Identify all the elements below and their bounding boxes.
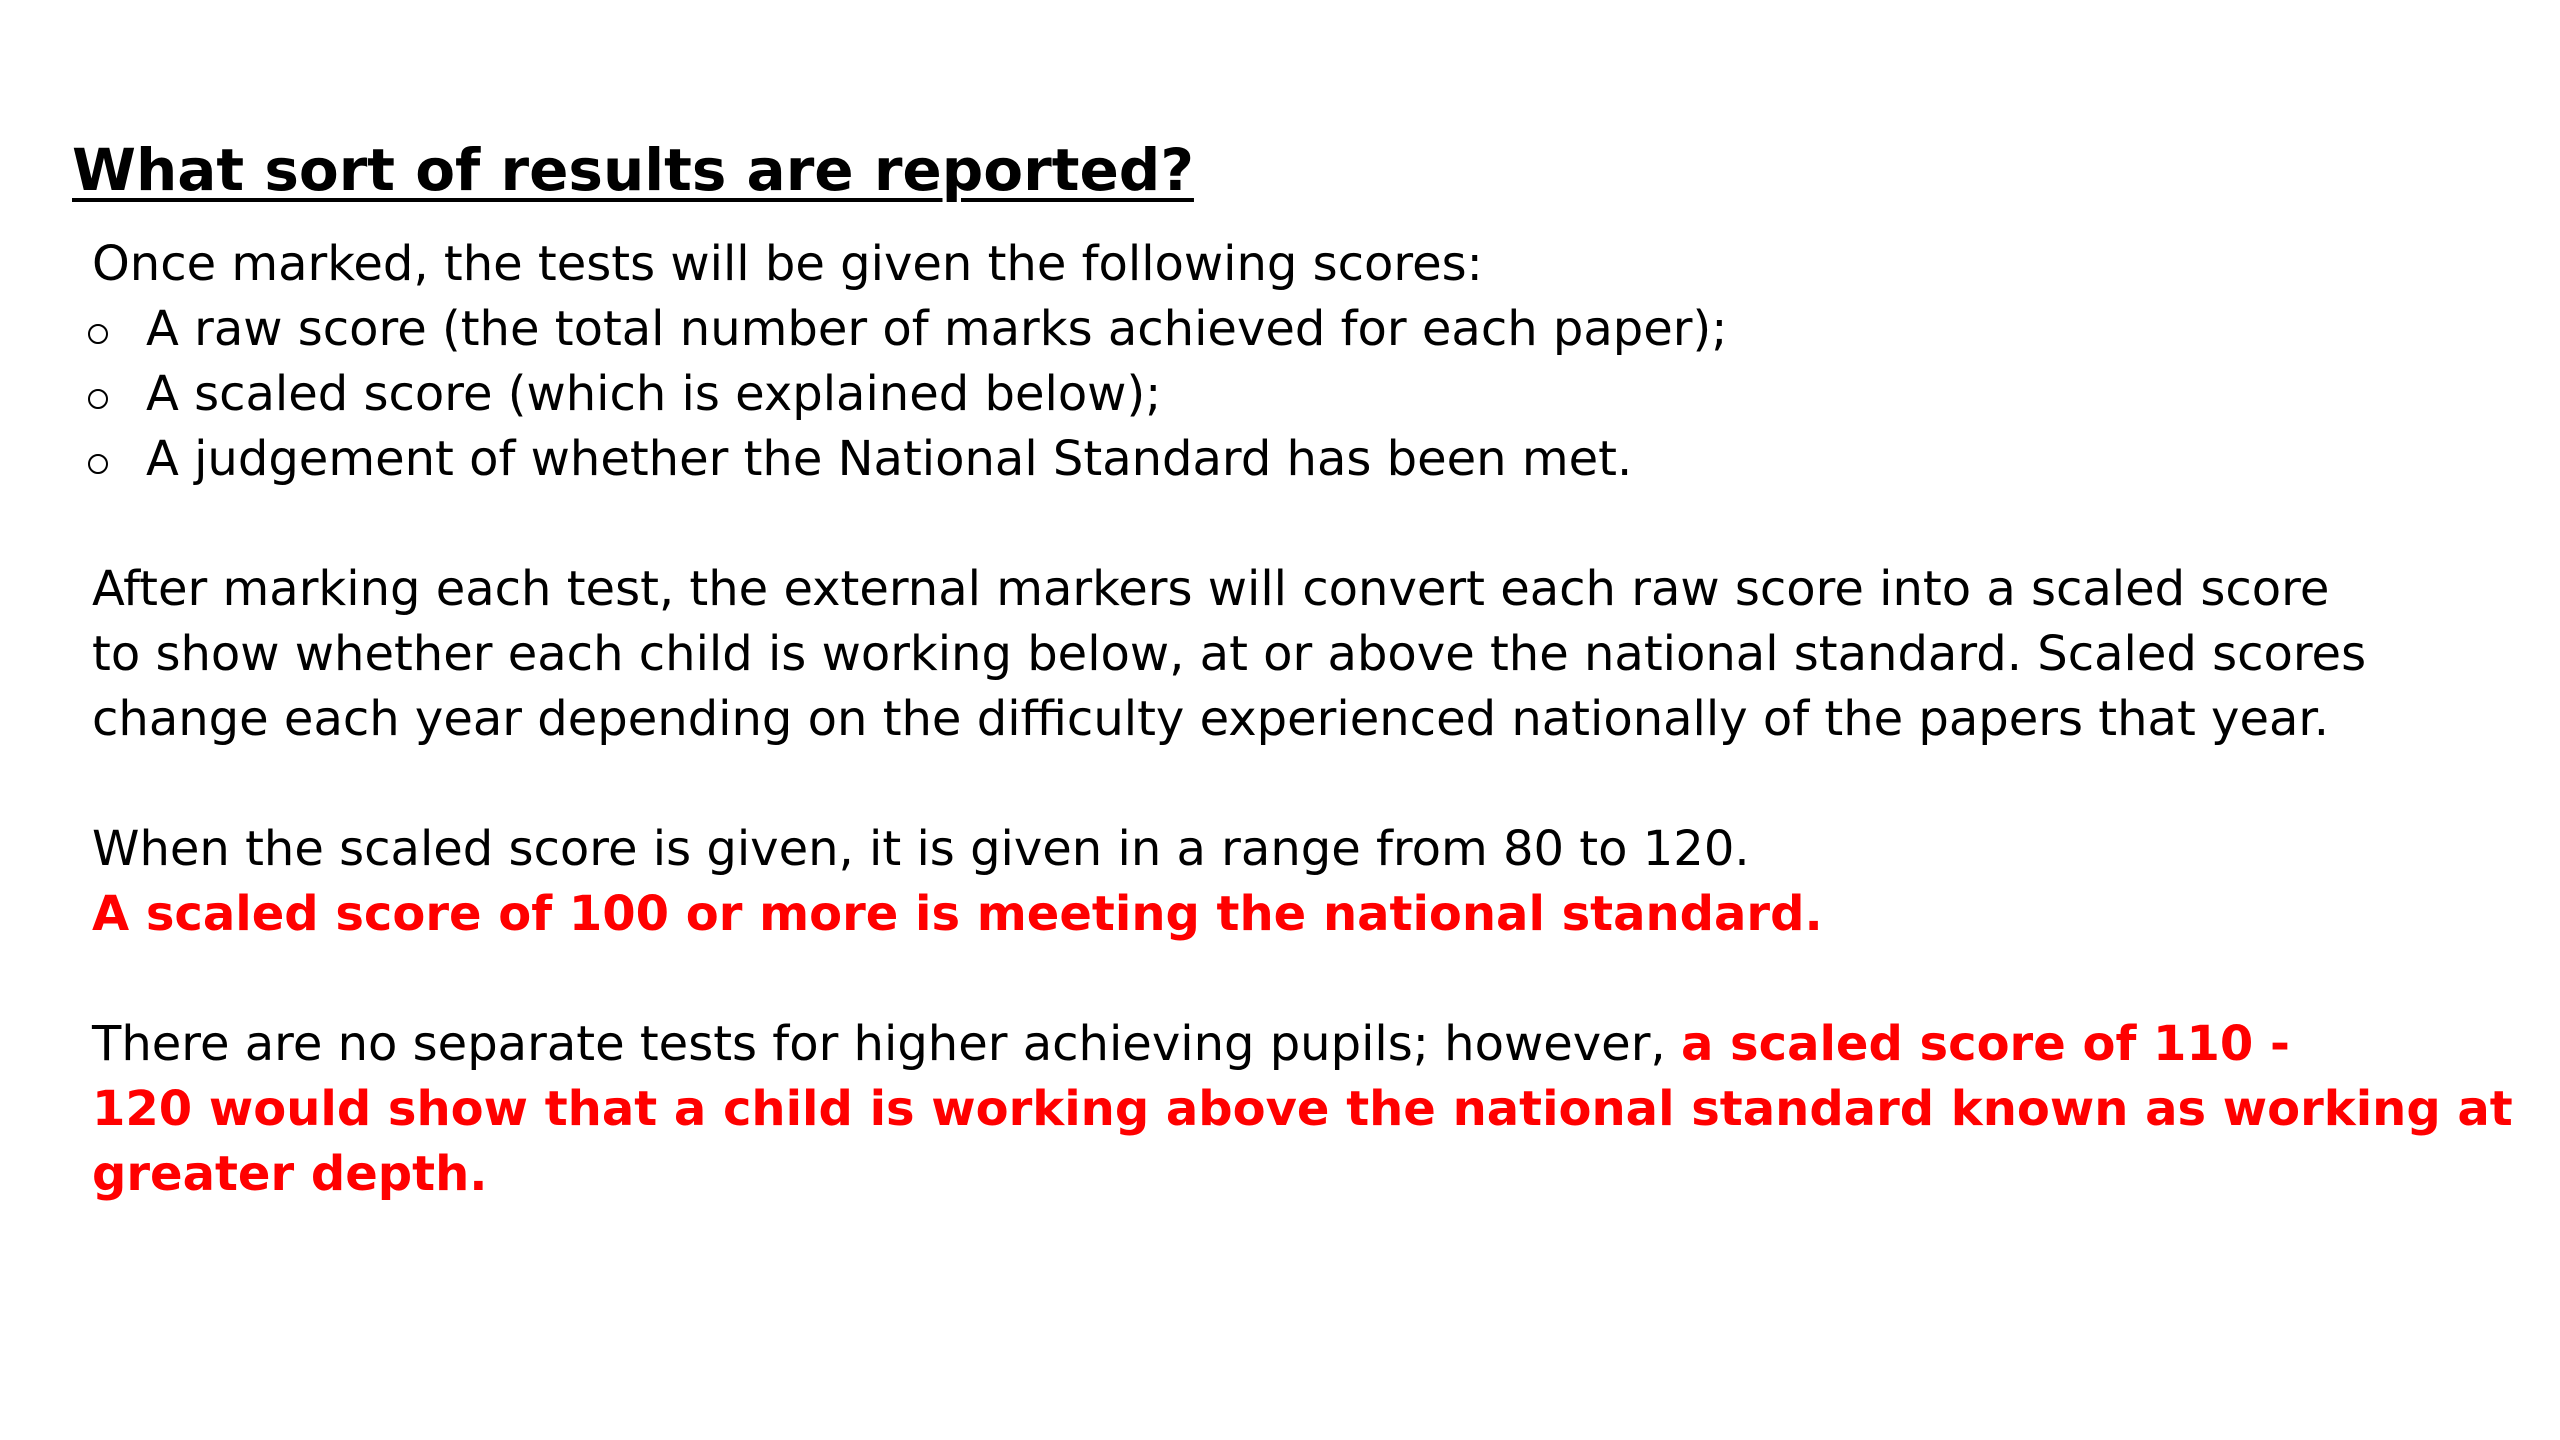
greater-depth-highlight-start: a scaled score of 110 - bbox=[1680, 1016, 2290, 1072]
list-item bbox=[92, 297, 2512, 362]
greater-depth-highlight-line: 120 would show that a child is working above the national standard known as working at bbox=[92, 1081, 2513, 1137]
score-types-list bbox=[92, 297, 2512, 492]
list-item-text: A raw score (the total number of marks achieved for each paper); bbox=[146, 301, 1728, 357]
paragraph-spacer bbox=[92, 752, 2512, 817]
greater-depth-lead-text: There are no separate tests for higher achieving pupils; however, bbox=[92, 1016, 1681, 1072]
list-item-text: A scaled score (which is explained below); bbox=[146, 366, 1162, 422]
hollow-circle-bullet-icon bbox=[88, 454, 108, 474]
hollow-circle-bullet-icon bbox=[88, 389, 108, 409]
greater-depth-paragraph bbox=[92, 1012, 2512, 1207]
score-range-text: When the scaled score is given, it is given in a range from 80 to 120. bbox=[92, 821, 1750, 877]
paragraph-spacer bbox=[92, 947, 2512, 1012]
score-range-paragraph bbox=[92, 817, 2512, 947]
scaled-score-explanation bbox=[92, 557, 2512, 752]
paragraph-line: change each year depending on the difficulty experienced nationally of the papers that year. bbox=[92, 691, 2329, 747]
list-item bbox=[92, 362, 2512, 427]
intro-text: Once marked, the tests will be given the following scores: bbox=[92, 236, 1483, 292]
slide-body bbox=[92, 232, 2512, 1207]
hollow-circle-bullet-icon bbox=[88, 324, 108, 344]
page-title: What sort of results are reported? bbox=[72, 136, 1194, 204]
paragraph-line bbox=[92, 1012, 2512, 1077]
paragraph-line: After marking each test, the external markers will convert each raw score into a scaled score bbox=[92, 561, 2330, 617]
list-item-text: A judgement of whether the National Standard has been met. bbox=[146, 431, 1633, 487]
paragraph-spacer bbox=[92, 492, 2512, 557]
paragraph-line: to show whether each child is working below, at or above the national standard. Scaled scores bbox=[92, 626, 2367, 682]
list-item bbox=[92, 427, 2512, 492]
national-standard-highlight: A scaled score of 100 or more is meeting the national standard. bbox=[92, 886, 1823, 942]
greater-depth-highlight-end: greater depth. bbox=[92, 1146, 488, 1202]
